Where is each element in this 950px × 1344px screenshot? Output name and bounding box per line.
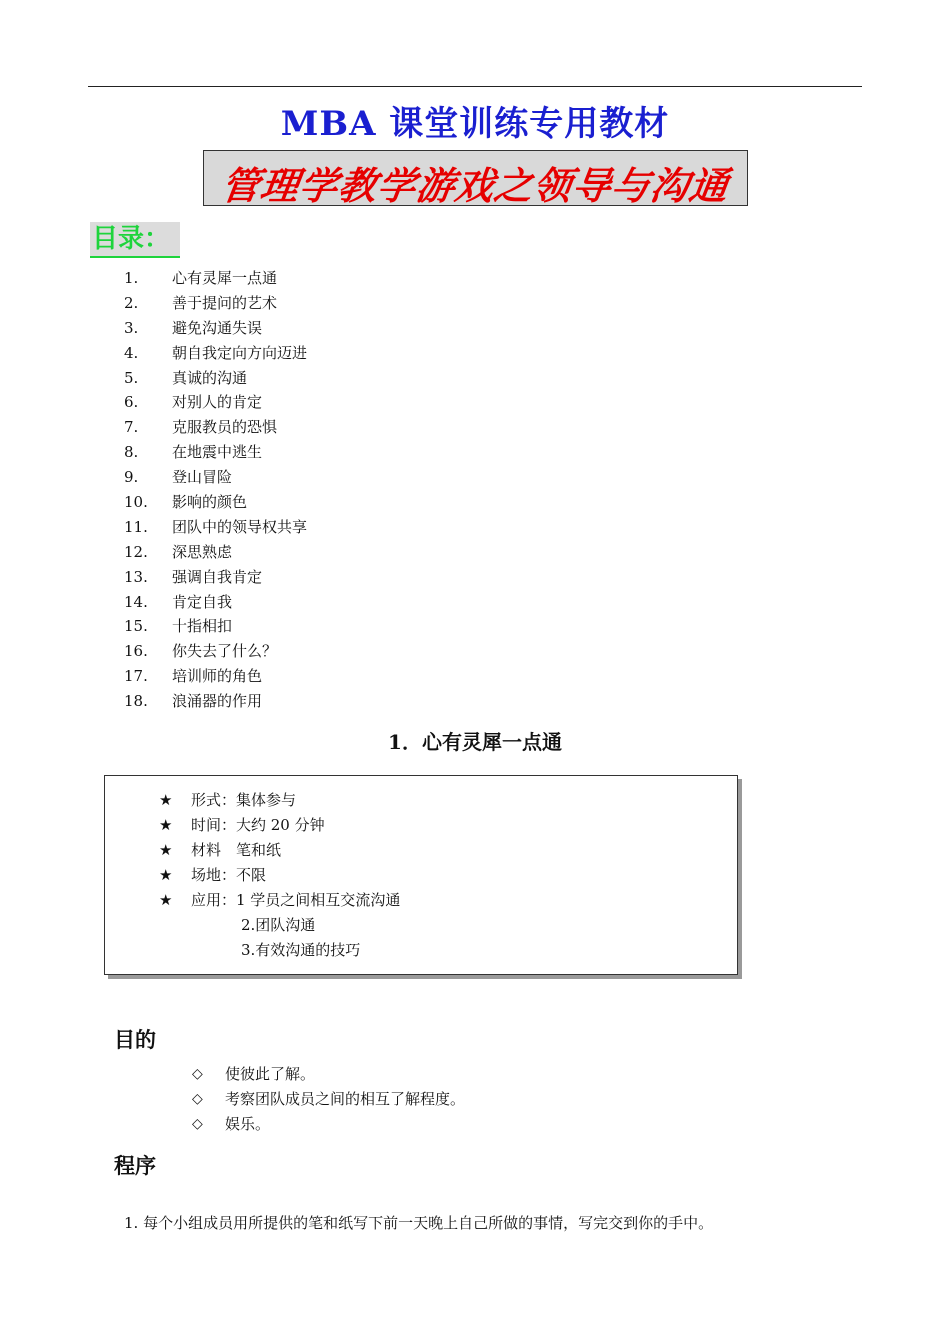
document-title: MBA 课堂训练专用教材 bbox=[280, 104, 670, 144]
section-title: 1．心有灵犀一点通 bbox=[388, 730, 562, 754]
toc-item: 18. 浪涌器的作用 bbox=[124, 692, 263, 711]
info-row: ★ 应用：1 学员之间相互交流沟通 bbox=[105, 888, 737, 913]
purpose-list bbox=[192, 1062, 465, 1137]
list-item: ◇ 使彼此了解。 bbox=[192, 1062, 465, 1087]
toc-item: 5. 真诚的沟通 bbox=[124, 368, 248, 387]
toc-item: 6. 对别人的肯定 bbox=[124, 393, 263, 412]
info-sub-row: 2.团队沟通 bbox=[241, 916, 316, 934]
toc-item: 3. 避免沟通失误 bbox=[124, 318, 263, 337]
header-rule bbox=[88, 86, 862, 87]
toc-item: 10. 影响的颜色 bbox=[124, 493, 248, 512]
star-icon: ★ bbox=[159, 841, 173, 859]
toc-item: 8. 在地震中逃生 bbox=[124, 443, 263, 462]
star-icon: ★ bbox=[159, 791, 173, 809]
diamond-icon: ◇ bbox=[192, 1116, 203, 1132]
star-icon: ★ bbox=[159, 816, 173, 834]
list-item: ◇ 考察团队成员之间的相互了解程度。 bbox=[192, 1087, 465, 1112]
info-sub-row: 3.有效沟通的技巧 bbox=[241, 941, 361, 959]
diamond-icon: ◇ bbox=[192, 1091, 203, 1107]
document-subtitle: 管理学教学游戏之领导与沟通 bbox=[218, 164, 732, 208]
toc-item: 7. 克服教员的恐惧 bbox=[124, 418, 278, 437]
toc-item: 16. 你失去了什么？ bbox=[124, 642, 278, 661]
info-row: ★ 场地：不限 bbox=[105, 863, 737, 888]
table-of-contents bbox=[124, 266, 307, 714]
star-icon: ★ bbox=[159, 866, 173, 884]
star-icon: ★ bbox=[159, 891, 173, 909]
toc-item: 2. 善于提问的艺术 bbox=[124, 293, 278, 312]
info-row: ★ 材料 笔和纸 bbox=[105, 838, 737, 863]
toc-item: 1. 心有灵犀一点通 bbox=[124, 269, 278, 287]
toc-item: 17. 培训师的角色 bbox=[124, 667, 263, 686]
toc-item: 14. 肯定自我 bbox=[124, 592, 233, 611]
toc-item: 12. 深思熟虑 bbox=[124, 542, 233, 561]
toc-item: 9. 登山冒险 bbox=[124, 468, 233, 487]
toc-label: 目录： bbox=[90, 222, 180, 258]
toc-item: 4. 朝自我定向方向迈进 bbox=[124, 343, 308, 362]
subtitle-box bbox=[203, 150, 748, 206]
toc-item: 15. 十指相扣 bbox=[124, 617, 233, 636]
purpose-heading: 目的 bbox=[114, 1028, 156, 1052]
game-info-box bbox=[104, 775, 738, 975]
info-row: ★ 时间：大约 20 分钟 bbox=[105, 813, 737, 838]
list-item: ◇ 娱乐。 bbox=[192, 1112, 465, 1137]
info-row: ★ 形式：集体参与 bbox=[105, 788, 737, 813]
procedure-heading: 程序 bbox=[114, 1154, 156, 1178]
toc-item: 11. 团队中的领导权共享 bbox=[124, 517, 308, 536]
toc-item: 13. 强调自我肯定 bbox=[124, 567, 263, 586]
procedure-step: 1. 每个小组成员用所提供的笔和纸写下前一天晚上自己所做的事情，写完交到你的手中。 bbox=[124, 1214, 714, 1232]
diamond-icon: ◇ bbox=[192, 1066, 203, 1082]
